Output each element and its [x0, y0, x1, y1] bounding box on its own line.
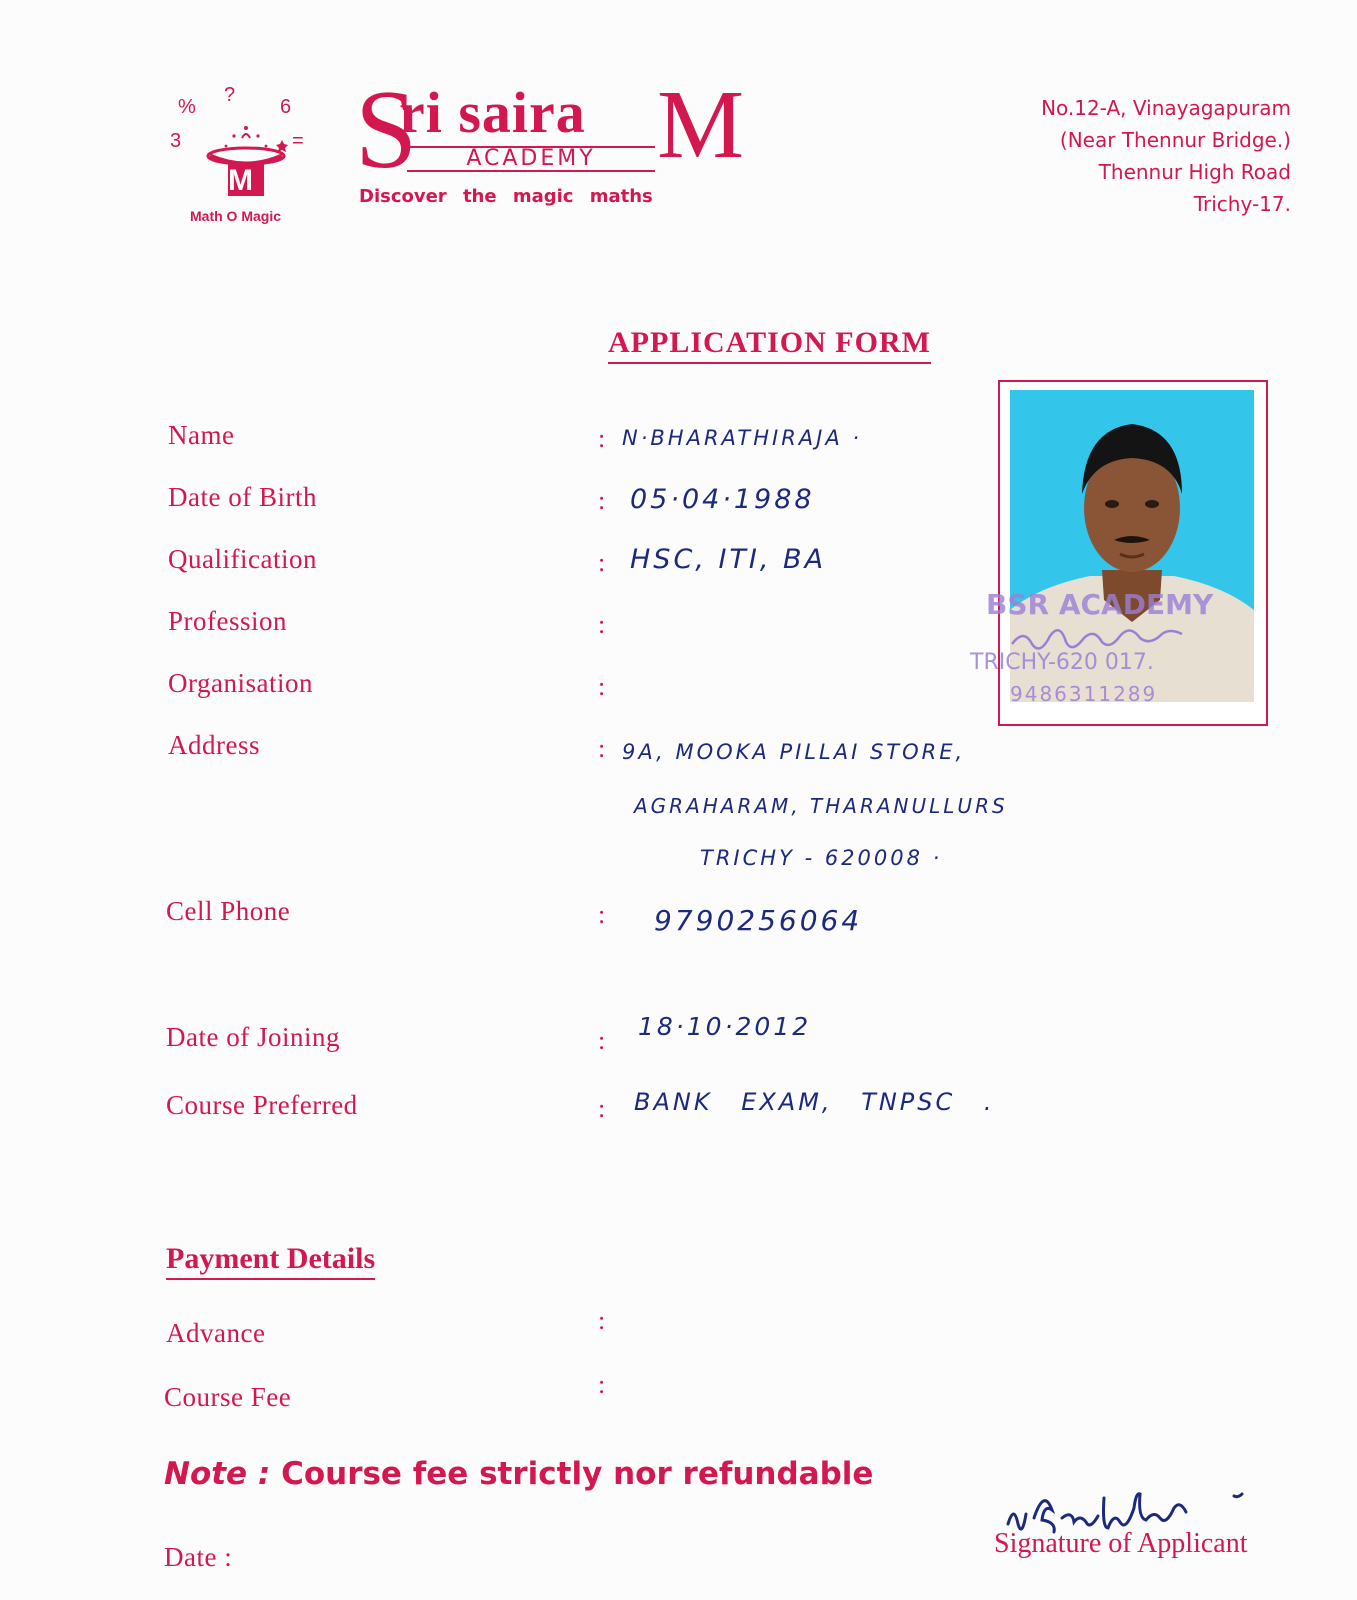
brand-tagline: Discover the magic maths [359, 186, 653, 207]
note-lead: Note : [164, 1456, 271, 1492]
course-preferred-label: Course Preferred [166, 1090, 358, 1120]
cell-phone-label: Cell Phone [166, 896, 291, 926]
address-value-line-3: TRICHY - 620008 · [700, 846, 943, 870]
name-value: N·BHARATHIRAJA · [622, 426, 863, 450]
stamp-phone: 9486311289 [1010, 682, 1158, 706]
logo-letter: M [228, 164, 253, 197]
colon: : [598, 486, 606, 515]
colon: : [598, 548, 606, 577]
address-line: Trichy-17. [1193, 192, 1291, 216]
colon: : [598, 424, 606, 453]
profession-label: Profession [168, 606, 287, 636]
organisation-label: Organisation [168, 668, 313, 698]
question-symbol: ? [224, 84, 236, 106]
date-of-joining-label: Date of Joining [166, 1022, 340, 1052]
course-fee-label: Course Fee [164, 1382, 292, 1412]
brand-name: ri saira [399, 80, 586, 145]
qualification-label: Qualification [168, 544, 317, 574]
dob-value: 05·04·1988 [630, 484, 815, 515]
logo-caption: Math O Magic [190, 208, 282, 224]
date-label: Date : [164, 1542, 233, 1572]
page-title: APPLICATION FORM [608, 326, 931, 364]
address-line: (Near Thennur Bridge.) [1059, 128, 1291, 152]
three-symbol: 3 [170, 130, 182, 152]
advance-label: Advance [166, 1318, 266, 1348]
colon: : [598, 672, 606, 701]
colon: : [598, 1094, 606, 1123]
applicant-photo [970, 380, 1268, 726]
address-value-line-1: 9A, MOOKA PILLAI STORE, [622, 740, 966, 764]
payment-details-title: Payment Details [166, 1242, 375, 1280]
colon: : [598, 1370, 606, 1399]
six-symbol: 6 [280, 96, 292, 118]
colon: : [598, 1306, 606, 1335]
address-label: Address [168, 730, 260, 760]
math-o-magic-logo [170, 84, 320, 230]
percent-symbol: % [178, 96, 196, 118]
colon: : [598, 610, 606, 639]
signature-label: Signature of Applicant [994, 1528, 1248, 1559]
brand-academy: ACADEMY [407, 146, 655, 172]
name-label: Name [168, 420, 235, 450]
address-line: No.12-A, Vinayagapuram [1041, 96, 1291, 120]
brand-first-letter: S [355, 68, 418, 192]
colon: : [598, 734, 606, 763]
address-value-line-2: AGRAHARAM, THARANULLURS [634, 794, 1008, 818]
colon: : [598, 900, 606, 929]
date-of-joining-value: 18·10·2012 [638, 1012, 812, 1041]
stamp-city: TRICHY-620 017. [970, 650, 1154, 675]
qualification-value: HSC, ITI, BA [630, 544, 827, 575]
equals-symbol: = [292, 130, 304, 152]
refund-note [164, 1456, 873, 1492]
cell-phone-value: 9790256064 [654, 904, 863, 937]
academy-address [1041, 92, 1291, 220]
address-line: Thennur High Road [1098, 160, 1291, 184]
stamp-academy: BSR ACADEMY [986, 588, 1214, 621]
brand-last-letter: M [657, 71, 745, 179]
note-text: Course fee strictly nor refundable [281, 1456, 874, 1492]
colon: : [598, 1026, 606, 1055]
course-preferred-value: BANK EXAM, TNPSC . [634, 1088, 995, 1116]
brand-wordmark [355, 68, 745, 222]
dob-label: Date of Birth [168, 482, 317, 512]
